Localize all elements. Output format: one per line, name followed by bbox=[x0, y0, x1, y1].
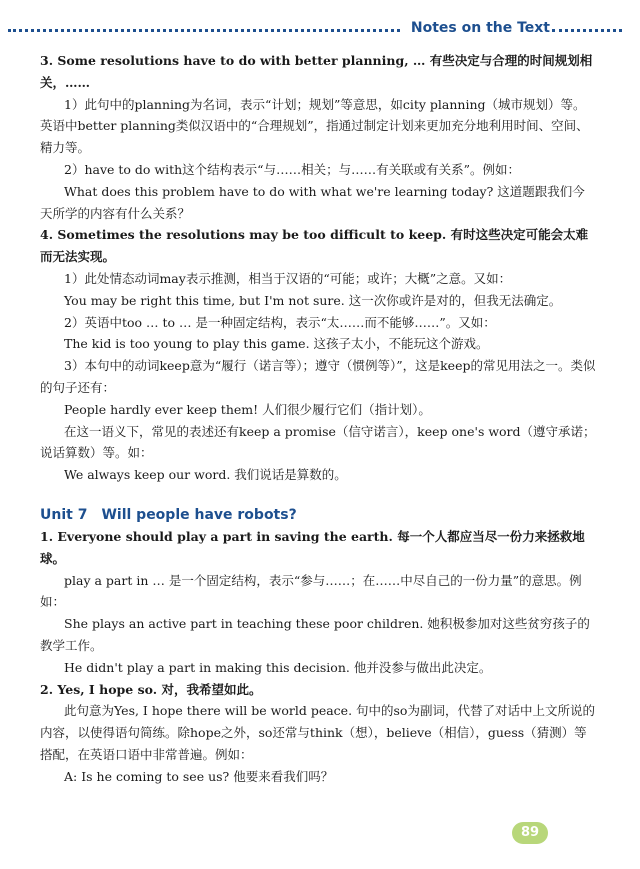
note-paragraph: The kid is too young to play this game. 这孩子太小，不能玩这个游戏。 bbox=[64, 336, 489, 352]
header-dotted-rule-right bbox=[552, 29, 622, 32]
note-paragraph: She plays an active part in teaching these poor children. 她积极参加对这些贫穷孩子的教学工作。 bbox=[40, 616, 590, 653]
unit-title-text: Will people have robots? bbox=[101, 506, 297, 523]
note-paragraph: 2）have to do with这个结构表示“与……相关；与……有关联或有关系”。例如： bbox=[64, 161, 520, 177]
note-heading: 3. Some resolutions have to do with better planning, … 有些决定与合理的时间规划相关，…… bbox=[40, 53, 593, 90]
header-dotted-rule bbox=[8, 29, 400, 32]
running-header bbox=[0, 20, 640, 42]
note-paragraph: You may be right this time, but I'm not sure. 这一次你或许是对的，但我无法确定。 bbox=[64, 292, 562, 308]
note-paragraph: 1）此处情态动词may表示推测，相当于汉语的“可能；或许；大概”之意。又如： bbox=[64, 270, 512, 286]
note-paragraph: He didn't play a part in making this decision. 他并没参与做出此决定。 bbox=[64, 659, 492, 675]
page-number-badge: 89 bbox=[512, 822, 548, 844]
page-content bbox=[40, 50, 596, 788]
unit-notes-section bbox=[40, 526, 596, 788]
note-paragraph: People hardly ever keep them! 人们很少履行它们（指计划）。 bbox=[64, 401, 431, 417]
note-heading: 1. Everyone should play a part in saving the earth. 每一个人都应当尽一份力来拯救地球。 bbox=[40, 528, 585, 566]
note-heading: 2. Yes, I hope so. 对，我希望如此。 bbox=[40, 681, 262, 697]
note-paragraph: What does this problem have to do with what we're learning today? 这道题跟我们今天所学的内容有什么关系？ bbox=[40, 183, 585, 221]
note-paragraph: 3）本句中的动词keep意为“履行（诺言等）；遵守（惯例等）”，这是keep的常见用法之一。类似的句子还有： bbox=[40, 358, 596, 395]
note-paragraph: 2）英语中too … to … 是一种固定结构，表示“太……而不能够……”。又如： bbox=[64, 314, 496, 330]
note-paragraph: 1）此句中的planning为名词，表示“计划；规划”等意思，如city planning（城市规划）等。英语中better planning类似汉语中的“合理规划”，指通过制定计划来更加充分地利用时间、空间、精力等。 bbox=[40, 96, 589, 156]
notes-section bbox=[40, 50, 596, 486]
header-title: Notes on the Text bbox=[410, 20, 550, 36]
note-paragraph: A: Is he coming to see us? 他要来看我们吗？ bbox=[64, 768, 334, 784]
note-paragraph: play a part in … 是一个固定结构，表示“参与……；在……中尽自己的一份力量”的意思。例如： bbox=[40, 572, 582, 610]
note-paragraph: We always keep our word. 我们说话是算数的。 bbox=[64, 467, 347, 483]
unit-heading bbox=[40, 504, 596, 526]
note-heading: 4. Sometimes the resolutions may be too difficult to keep. 有时这些决定可能会太难而无法实现。 bbox=[40, 227, 589, 265]
note-paragraph: 在这一语义下，常见的表述还有keep a promise（信守诺言），keep one's word（遵守承诺；说话算数）等。如： bbox=[40, 423, 596, 461]
unit-label: Unit 7 bbox=[40, 506, 88, 523]
note-paragraph: 此句意为Yes, I hope there will be world peace. 句中的so为副词，代替了对话中上文所说的内容，以使得语句简练。除hope之外，so还常与think（想），believe（相信），guess（猜测）等搭配，在英语口语中非常普遍。例如： bbox=[40, 703, 595, 762]
